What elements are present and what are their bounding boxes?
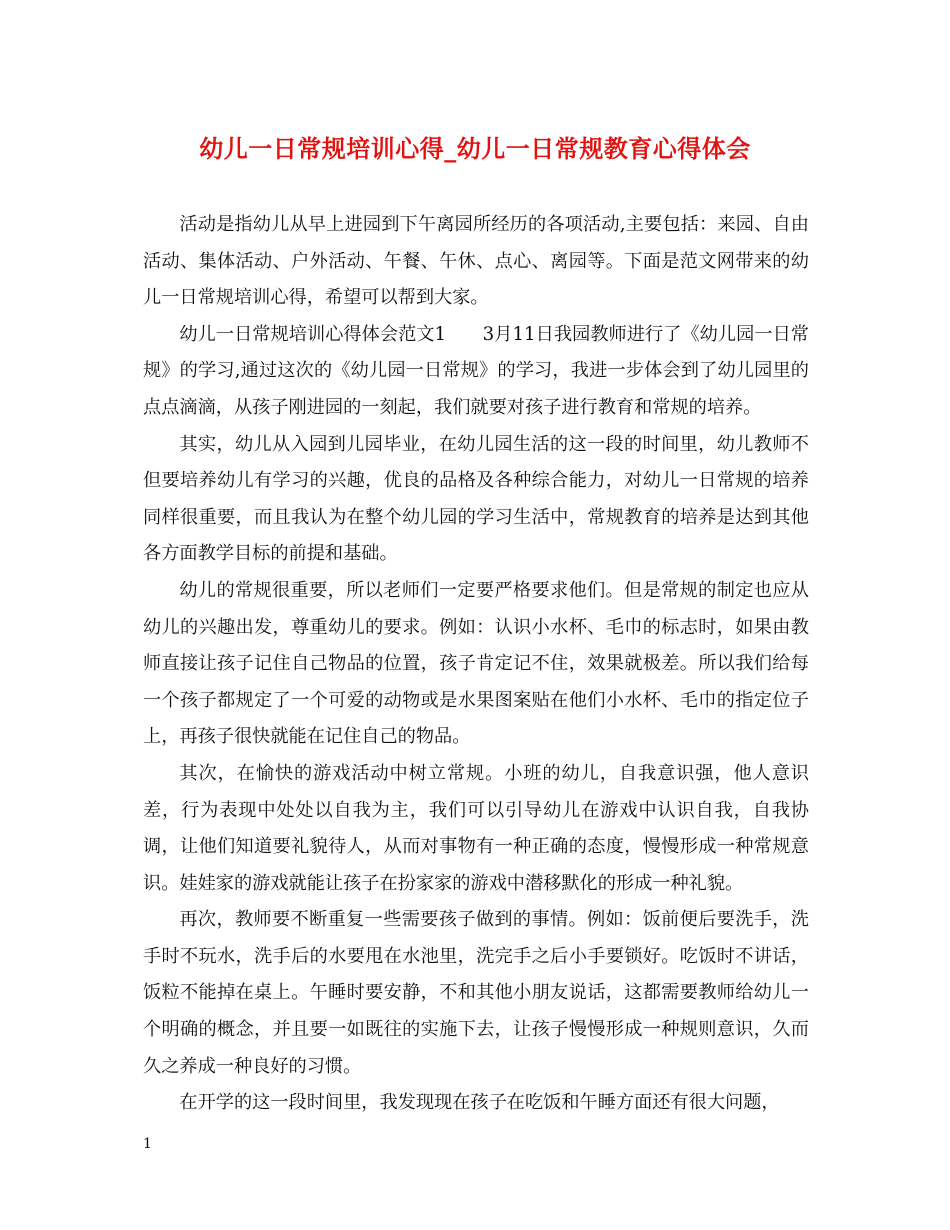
paragraph: 活动是指幼儿从早上进园到下午离园所经历的各项活动,主要包括：来园、自由活动、集体活动、户外活动、午餐、午休、点心、离园等。下面是范文网带来的幼儿一日常规培训心得，希望可以帮到大家。 — [143, 214, 809, 309]
document-body — [143, 207, 809, 1122]
document-title: 幼儿一日常规培训心得_幼儿一日常规教育心得体会 — [199, 134, 751, 163]
paragraph: 其次，在愉快的游戏活动中树立常规。小班的幼儿，自我意识强，他人意识差，行为表现中处处以自我为主，我们可以引导幼儿在游戏中认识自我，自我协调，让他们知道要礼貌待人，从而对事物有一种正确的态度，慢慢形成一种常规意识。娃娃家的游戏就能让孩子在扮家家的游戏中潜移默化的形成一种礼貌。 — [143, 762, 809, 894]
paragraph: 再次，教师要不断重复一些需要孩子做到的事情。例如：饭前便后要洗手，洗手时不玩水，洗手后的水要甩在水池里，洗完手之后小手要锁好。吃饭时不讲话，饭粒不能掉在桌上。午睡时要安静，不和其他小朋友说话，这都需要教师给幼儿一个明确的概念，并且要一如既往的实施下去，让孩子慢慢形成一种规则意识，久而久之养成一种良好的习惯。 — [143, 909, 809, 1077]
paragraph: 其实，幼儿从入园到儿园毕业，在幼儿园生活的这一段的时间里，幼儿教师不但要培养幼儿有学习的兴趣，优良的品格及各种综合能力，对幼儿一日常规的培养同样很重要，而且我认为在整个幼儿园的学习生活中，常规教育的培养是达到其他各方面教学目标的前提和基础。 — [143, 433, 809, 565]
paragraph: 幼儿的常规很重要，所以老师们一定要严格要求他们。但是常规的制定也应从幼儿的兴趣出发，尊重幼儿的要求。例如：认识小水杯、毛巾的标志时，如果由教师直接让孩子记住自己物品的位置，孩子肯定记不住，效果就极差。所以我们给每一个孩子都规定了一个可爱的动物或是水果图案贴在他们小水杯、毛巾的指定位子上，再孩子很快就能在记住自己的物品。 — [143, 579, 809, 748]
page-number: 1 — [143, 1136, 152, 1152]
paragraph: 在开学的这一段时间里，我发现现在孩子在吃饭和午睡方面还有很大问题， — [179, 1092, 780, 1114]
paragraph: 幼儿一日常规培训心得体会范文1 3月11日我园教师进行了《幼儿园一日常规》的学习,通过这次的《幼儿园一日常规》的学习，我进一步体会到了幼儿园里的点点滴滴，从孩子刚进园的一刻起，我们就要对孩子进行教育和常规的培养。 — [143, 323, 809, 418]
